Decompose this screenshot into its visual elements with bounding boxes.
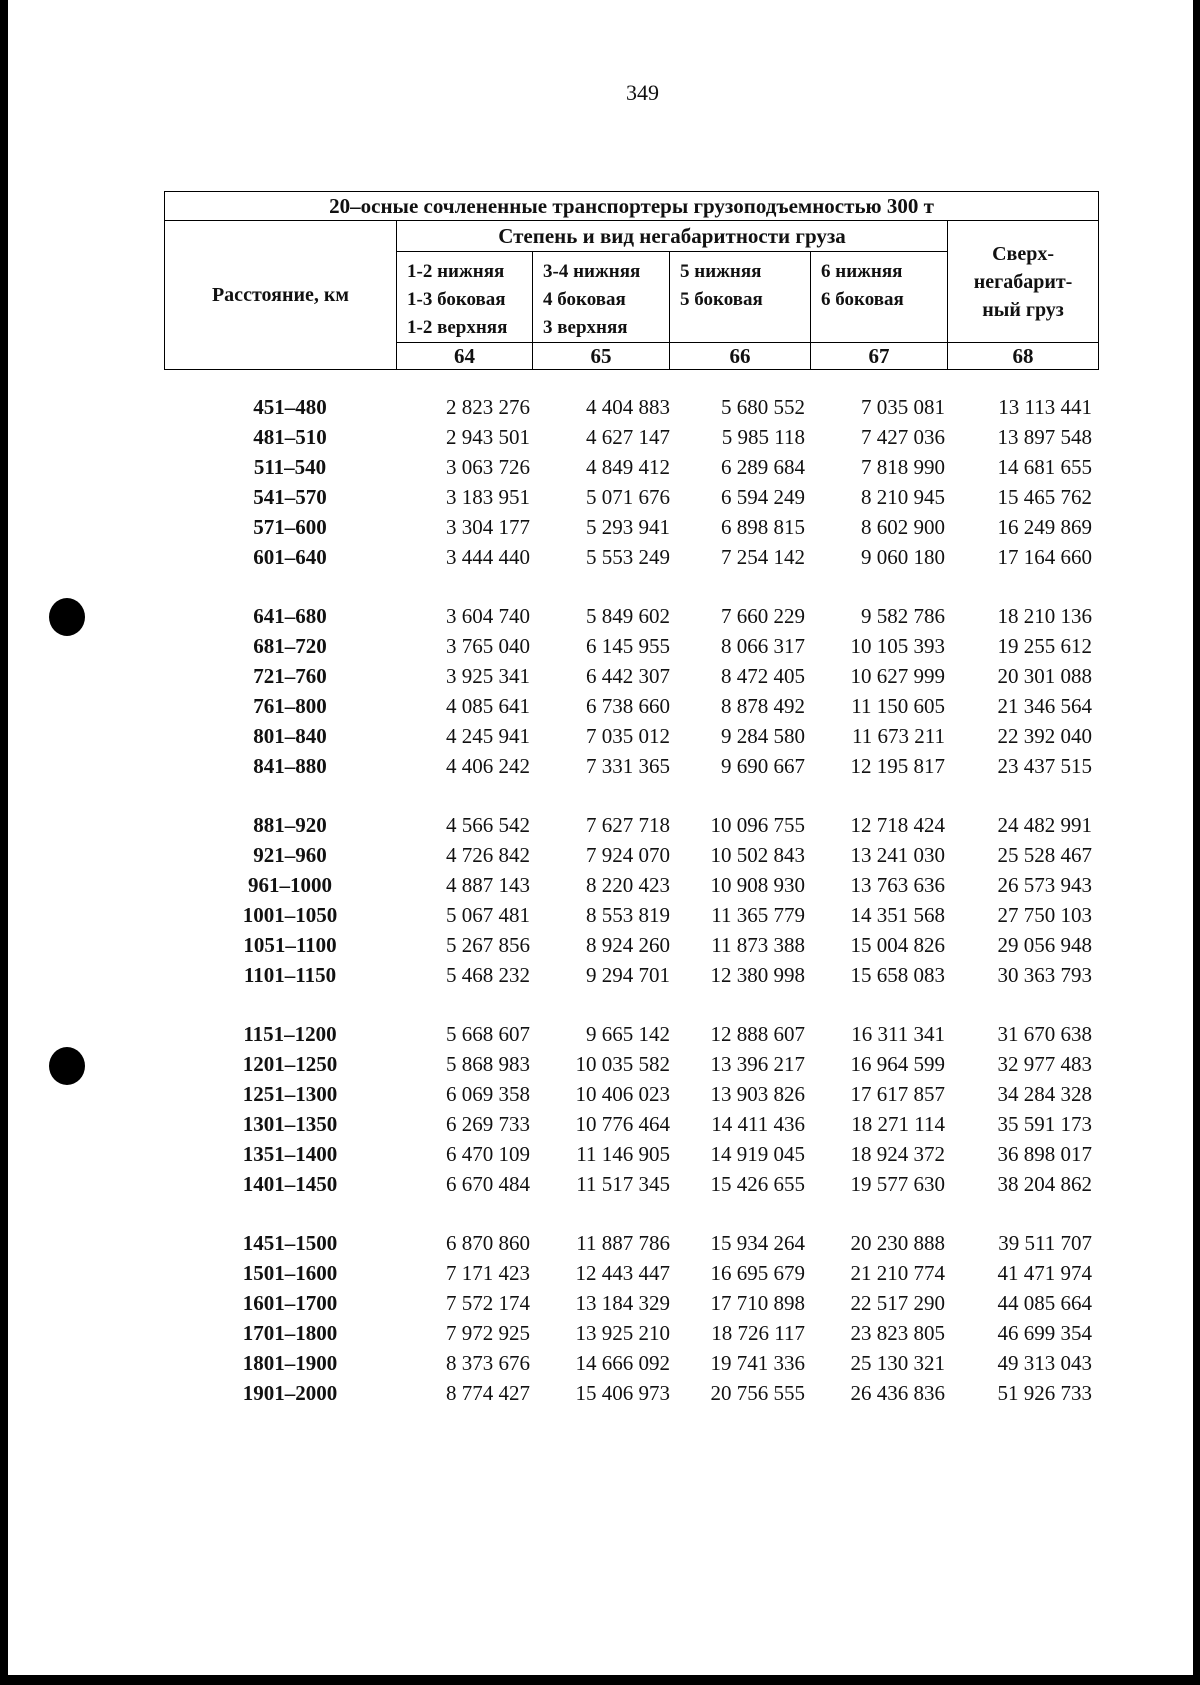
distance-cell: 1351–1400 bbox=[242, 1142, 338, 1166]
value-cell-67: 7 035 081 bbox=[861, 395, 945, 419]
distance-cell: 451–480 bbox=[253, 395, 327, 419]
value-cell-67: 20 230 888 bbox=[850, 1231, 945, 1255]
distance-cell: 1401–1450 bbox=[242, 1172, 338, 1196]
value-cell-65: 4 627 147 bbox=[586, 425, 670, 449]
value-cell-64: 4 566 542 bbox=[446, 813, 530, 837]
value-cell-68: 30 363 793 bbox=[997, 963, 1092, 987]
value-cell-68: 23 437 515 bbox=[997, 754, 1092, 778]
value-cell-67: 8 210 945 bbox=[861, 485, 945, 509]
table-row bbox=[0, 1258, 1200, 1288]
value-cell-65: 13 925 210 bbox=[575, 1321, 670, 1345]
row-group bbox=[0, 392, 1200, 572]
value-cell-67: 21 210 774 bbox=[850, 1261, 945, 1285]
table-row bbox=[0, 512, 1200, 542]
distance-cell: 1301–1350 bbox=[242, 1112, 338, 1136]
value-cell-65: 6 145 955 bbox=[586, 634, 670, 658]
value-cell-65: 8 553 819 bbox=[586, 903, 670, 927]
value-cell-68: 14 681 655 bbox=[997, 455, 1092, 479]
value-cell-65: 13 184 329 bbox=[575, 1291, 670, 1315]
value-cell-66: 6 594 249 bbox=[721, 485, 805, 509]
table-row bbox=[0, 1228, 1200, 1258]
value-cell-66: 17 710 898 bbox=[710, 1291, 805, 1315]
table-row bbox=[0, 870, 1200, 900]
value-cell-67: 13 763 636 bbox=[850, 873, 945, 897]
value-cell-64: 6 269 733 bbox=[446, 1112, 530, 1136]
value-cell-68: 51 926 733 bbox=[997, 1381, 1092, 1405]
row-group bbox=[0, 1019, 1200, 1199]
table-row bbox=[0, 691, 1200, 721]
value-cell-67: 26 436 836 bbox=[850, 1381, 945, 1405]
value-cell-67: 12 718 424 bbox=[850, 813, 945, 837]
value-cell-65: 4 404 883 bbox=[586, 395, 670, 419]
value-cell-67: 15 004 826 bbox=[850, 933, 945, 957]
distance-cell: 1101–1150 bbox=[243, 963, 337, 987]
value-cell-66: 8 878 492 bbox=[721, 694, 805, 718]
value-cell-67: 14 351 568 bbox=[850, 903, 945, 927]
table-row bbox=[0, 452, 1200, 482]
value-cell-66: 6 898 815 bbox=[721, 515, 805, 539]
value-cell-65: 10 406 023 bbox=[575, 1082, 670, 1106]
value-cell-66: 7 254 142 bbox=[721, 545, 805, 569]
distance-cell: 541–570 bbox=[253, 485, 327, 509]
value-cell-66: 16 695 679 bbox=[710, 1261, 805, 1285]
table-row bbox=[0, 392, 1200, 422]
value-cell-65: 14 666 092 bbox=[575, 1351, 670, 1375]
table-row bbox=[0, 1288, 1200, 1318]
value-cell-64: 3 304 177 bbox=[446, 515, 530, 539]
value-cell-64: 5 267 856 bbox=[446, 933, 530, 957]
column-header-65: 3-4 нижняя 4 боковая 3 верхняя bbox=[533, 252, 670, 343]
value-cell-66: 8 066 317 bbox=[721, 634, 805, 658]
value-cell-64: 3 925 341 bbox=[446, 664, 530, 688]
table-row bbox=[0, 960, 1200, 990]
table-row bbox=[0, 1019, 1200, 1049]
table-row bbox=[0, 810, 1200, 840]
distance-cell: 1601–1700 bbox=[242, 1291, 338, 1315]
table-row bbox=[0, 601, 1200, 631]
column-number: 64 bbox=[397, 343, 533, 370]
value-cell-67: 23 823 805 bbox=[850, 1321, 945, 1345]
value-cell-68: 39 511 707 bbox=[998, 1231, 1092, 1255]
value-cell-66: 5 985 118 bbox=[721, 425, 805, 449]
value-cell-66: 20 756 555 bbox=[710, 1381, 805, 1405]
value-cell-66: 14 919 045 bbox=[710, 1142, 805, 1166]
value-cell-68: 31 670 638 bbox=[997, 1022, 1092, 1046]
distance-cell: 1701–1800 bbox=[242, 1321, 338, 1345]
value-cell-66: 15 426 655 bbox=[710, 1172, 805, 1196]
row-group bbox=[0, 601, 1200, 781]
value-cell-64: 3 444 440 bbox=[446, 545, 530, 569]
distance-header: Расстояние, км bbox=[165, 221, 397, 370]
value-cell-65: 9 665 142 bbox=[586, 1022, 670, 1046]
value-cell-64: 8 373 676 bbox=[446, 1351, 530, 1375]
value-cell-67: 15 658 083 bbox=[850, 963, 945, 987]
value-cell-68: 27 750 103 bbox=[997, 903, 1092, 927]
value-cell-64: 4 406 242 bbox=[446, 754, 530, 778]
value-cell-64: 2 823 276 bbox=[446, 395, 530, 419]
value-cell-67: 9 582 786 bbox=[861, 604, 945, 628]
column-header-68: Сверх- негабарит- ный груз bbox=[948, 221, 1099, 343]
value-cell-68: 32 977 483 bbox=[997, 1052, 1092, 1076]
value-cell-66: 12 380 998 bbox=[710, 963, 805, 987]
column-number: 68 bbox=[948, 343, 1099, 370]
value-cell-66: 9 690 667 bbox=[721, 754, 805, 778]
table-row bbox=[0, 631, 1200, 661]
distance-cell: 481–510 bbox=[253, 425, 327, 449]
value-cell-66: 19 741 336 bbox=[710, 1351, 805, 1375]
value-cell-64: 3 604 740 bbox=[446, 604, 530, 628]
value-cell-65: 11 146 905 bbox=[576, 1142, 670, 1166]
value-cell-64: 7 572 174 bbox=[446, 1291, 530, 1315]
value-cell-65: 12 443 447 bbox=[575, 1261, 670, 1285]
distance-cell: 1801–1900 bbox=[242, 1351, 338, 1375]
column-number: 67 bbox=[811, 343, 948, 370]
value-cell-66: 10 908 930 bbox=[710, 873, 805, 897]
value-cell-66: 11 365 779 bbox=[711, 903, 805, 927]
value-cell-66: 12 888 607 bbox=[710, 1022, 805, 1046]
value-cell-68: 21 346 564 bbox=[997, 694, 1092, 718]
value-cell-66: 8 472 405 bbox=[721, 664, 805, 688]
row-group bbox=[0, 1228, 1200, 1408]
table-row bbox=[0, 1049, 1200, 1079]
distance-cell: 1901–2000 bbox=[242, 1381, 338, 1405]
value-cell-67: 10 627 999 bbox=[850, 664, 945, 688]
value-cell-67: 7 427 036 bbox=[861, 425, 945, 449]
distance-cell: 961–1000 bbox=[248, 873, 332, 897]
scan-edge-bottom bbox=[0, 1675, 1200, 1685]
table-row bbox=[0, 422, 1200, 452]
column-header-64: 1-2 нижняя 1-3 боковая 1-2 верхняя bbox=[397, 252, 533, 343]
value-cell-65: 5 071 676 bbox=[586, 485, 670, 509]
value-cell-66: 10 502 843 bbox=[710, 843, 805, 867]
value-cell-66: 10 096 755 bbox=[710, 813, 805, 837]
value-cell-65: 8 924 260 bbox=[586, 933, 670, 957]
value-cell-65: 7 331 365 bbox=[586, 754, 670, 778]
value-cell-66: 15 934 264 bbox=[710, 1231, 805, 1255]
distance-cell: 641–680 bbox=[253, 604, 327, 628]
value-cell-68: 36 898 017 bbox=[997, 1142, 1092, 1166]
value-cell-66: 13 396 217 bbox=[710, 1052, 805, 1076]
value-cell-65: 6 738 660 bbox=[586, 694, 670, 718]
row-group bbox=[0, 810, 1200, 990]
value-cell-65: 7 035 012 bbox=[586, 724, 670, 748]
distance-cell: 511–540 bbox=[253, 455, 327, 479]
value-cell-64: 4 245 941 bbox=[446, 724, 530, 748]
value-cell-68: 20 301 088 bbox=[997, 664, 1092, 688]
distance-cell: 801–840 bbox=[253, 724, 327, 748]
table-row bbox=[0, 1139, 1200, 1169]
value-cell-67: 25 130 321 bbox=[850, 1351, 945, 1375]
table-row bbox=[0, 840, 1200, 870]
value-cell-64: 2 943 501 bbox=[446, 425, 530, 449]
distance-cell: 921–960 bbox=[253, 843, 327, 867]
distance-cell: 1151–1200 bbox=[243, 1022, 337, 1046]
value-cell-66: 5 680 552 bbox=[721, 395, 805, 419]
distance-cell: 761–800 bbox=[253, 694, 327, 718]
table-row bbox=[0, 482, 1200, 512]
value-cell-64: 5 067 481 bbox=[446, 903, 530, 927]
value-cell-67: 8 602 900 bbox=[861, 515, 945, 539]
value-cell-66: 13 903 826 bbox=[710, 1082, 805, 1106]
value-cell-66: 6 289 684 bbox=[721, 455, 805, 479]
value-cell-67: 12 195 817 bbox=[850, 754, 945, 778]
value-cell-65: 10 035 582 bbox=[575, 1052, 670, 1076]
distance-cell: 681–720 bbox=[253, 634, 327, 658]
table-row bbox=[0, 1109, 1200, 1139]
distance-cell: 881–920 bbox=[253, 813, 327, 837]
value-cell-64: 4 085 641 bbox=[446, 694, 530, 718]
table-row bbox=[0, 661, 1200, 691]
value-cell-68: 19 255 612 bbox=[997, 634, 1092, 658]
table-row bbox=[0, 900, 1200, 930]
value-cell-68: 17 164 660 bbox=[997, 545, 1092, 569]
table-row bbox=[0, 1079, 1200, 1109]
value-cell-67: 19 577 630 bbox=[850, 1172, 945, 1196]
value-cell-64: 7 972 925 bbox=[446, 1321, 530, 1345]
distance-cell: 571–600 bbox=[253, 515, 327, 539]
column-number: 65 bbox=[533, 343, 670, 370]
page-number: 349 bbox=[626, 80, 659, 105]
value-cell-68: 13 897 548 bbox=[997, 425, 1092, 449]
value-cell-68: 49 313 043 bbox=[997, 1351, 1092, 1375]
value-cell-64: 7 171 423 bbox=[446, 1261, 530, 1285]
value-cell-67: 9 060 180 bbox=[861, 545, 945, 569]
value-cell-67: 22 517 290 bbox=[850, 1291, 945, 1315]
value-cell-67: 18 924 372 bbox=[850, 1142, 945, 1166]
value-cell-64: 5 868 983 bbox=[446, 1052, 530, 1076]
value-cell-67: 10 105 393 bbox=[850, 634, 945, 658]
value-cell-68: 41 471 974 bbox=[997, 1261, 1092, 1285]
table-row bbox=[0, 1348, 1200, 1378]
group-header: Степень и вид негабаритности груза bbox=[397, 221, 948, 252]
value-cell-67: 11 673 211 bbox=[852, 724, 945, 748]
value-cell-64: 3 183 951 bbox=[446, 485, 530, 509]
table-row bbox=[0, 542, 1200, 572]
distance-cell: 1501–1600 bbox=[242, 1261, 338, 1285]
distance-cell: 1001–1050 bbox=[242, 903, 338, 927]
column-number: 66 bbox=[670, 343, 811, 370]
distance-cell: 1201–1250 bbox=[242, 1052, 338, 1076]
value-cell-67: 17 617 857 bbox=[850, 1082, 945, 1106]
value-cell-65: 5 849 602 bbox=[586, 604, 670, 628]
distance-cell: 841–880 bbox=[253, 754, 327, 778]
value-cell-67: 16 311 341 bbox=[851, 1022, 945, 1046]
table-row bbox=[0, 1169, 1200, 1199]
value-cell-68: 22 392 040 bbox=[997, 724, 1092, 748]
value-cell-65: 4 849 412 bbox=[586, 455, 670, 479]
value-cell-65: 15 406 973 bbox=[575, 1381, 670, 1405]
value-cell-64: 3 063 726 bbox=[446, 455, 530, 479]
value-cell-64: 5 468 232 bbox=[446, 963, 530, 987]
value-cell-68: 18 210 136 bbox=[997, 604, 1092, 628]
column-header-66: 5 нижняя 5 боковая bbox=[670, 252, 811, 343]
table-row bbox=[0, 930, 1200, 960]
table-row bbox=[0, 1318, 1200, 1348]
value-cell-65: 5 293 941 bbox=[586, 515, 670, 539]
value-cell-65: 11 517 345 bbox=[576, 1172, 670, 1196]
table-body bbox=[0, 392, 1200, 1437]
value-cell-68: 24 482 991 bbox=[997, 813, 1092, 837]
value-cell-67: 11 150 605 bbox=[851, 694, 945, 718]
value-cell-65: 10 776 464 bbox=[575, 1112, 670, 1136]
value-cell-64: 6 069 358 bbox=[446, 1082, 530, 1106]
distance-cell: 721–760 bbox=[253, 664, 327, 688]
value-cell-68: 13 113 441 bbox=[998, 395, 1092, 419]
value-cell-65: 7 924 070 bbox=[586, 843, 670, 867]
table-header bbox=[164, 191, 1099, 370]
distance-cell: 1051–1100 bbox=[243, 933, 337, 957]
value-cell-67: 13 241 030 bbox=[850, 843, 945, 867]
table-row bbox=[0, 721, 1200, 751]
value-cell-68: 34 284 328 bbox=[997, 1082, 1092, 1106]
value-cell-66: 7 660 229 bbox=[721, 604, 805, 628]
value-cell-64: 8 774 427 bbox=[446, 1381, 530, 1405]
table-title: 20–осные сочлененные транспортеры грузоподъемностью 300 т bbox=[165, 192, 1099, 221]
value-cell-64: 6 870 860 bbox=[446, 1231, 530, 1255]
value-cell-68: 15 465 762 bbox=[997, 485, 1092, 509]
value-cell-65: 11 887 786 bbox=[576, 1231, 670, 1255]
value-cell-68: 38 204 862 bbox=[997, 1172, 1092, 1196]
value-cell-68: 16 249 869 bbox=[997, 515, 1092, 539]
value-cell-65: 5 553 249 bbox=[586, 545, 670, 569]
value-cell-64: 4 887 143 bbox=[446, 873, 530, 897]
value-cell-66: 11 873 388 bbox=[711, 933, 805, 957]
value-cell-65: 6 442 307 bbox=[586, 664, 670, 688]
value-cell-65: 7 627 718 bbox=[586, 813, 670, 837]
value-cell-64: 3 765 040 bbox=[446, 634, 530, 658]
value-cell-65: 8 220 423 bbox=[586, 873, 670, 897]
column-header-67: 6 нижняя 6 боковая bbox=[811, 252, 948, 343]
value-cell-67: 18 271 114 bbox=[851, 1112, 945, 1136]
value-cell-66: 14 411 436 bbox=[711, 1112, 805, 1136]
value-cell-68: 35 591 173 bbox=[997, 1112, 1092, 1136]
value-cell-64: 5 668 607 bbox=[446, 1022, 530, 1046]
value-cell-65: 9 294 701 bbox=[586, 963, 670, 987]
value-cell-64: 6 670 484 bbox=[446, 1172, 530, 1196]
value-cell-67: 16 964 599 bbox=[850, 1052, 945, 1076]
value-cell-64: 4 726 842 bbox=[446, 843, 530, 867]
value-cell-64: 6 470 109 bbox=[446, 1142, 530, 1166]
value-cell-68: 44 085 664 bbox=[997, 1291, 1092, 1315]
distance-cell: 1451–1500 bbox=[242, 1231, 338, 1255]
table-row bbox=[0, 1378, 1200, 1408]
value-cell-66: 9 284 580 bbox=[721, 724, 805, 748]
distance-cell: 1251–1300 bbox=[242, 1082, 338, 1106]
value-cell-68: 29 056 948 bbox=[997, 933, 1092, 957]
value-cell-66: 18 726 117 bbox=[711, 1321, 805, 1345]
value-cell-68: 25 528 467 bbox=[997, 843, 1092, 867]
value-cell-67: 7 818 990 bbox=[861, 455, 945, 479]
table-row bbox=[0, 751, 1200, 781]
distance-cell: 601–640 bbox=[253, 545, 327, 569]
value-cell-68: 46 699 354 bbox=[997, 1321, 1092, 1345]
value-cell-68: 26 573 943 bbox=[997, 873, 1092, 897]
